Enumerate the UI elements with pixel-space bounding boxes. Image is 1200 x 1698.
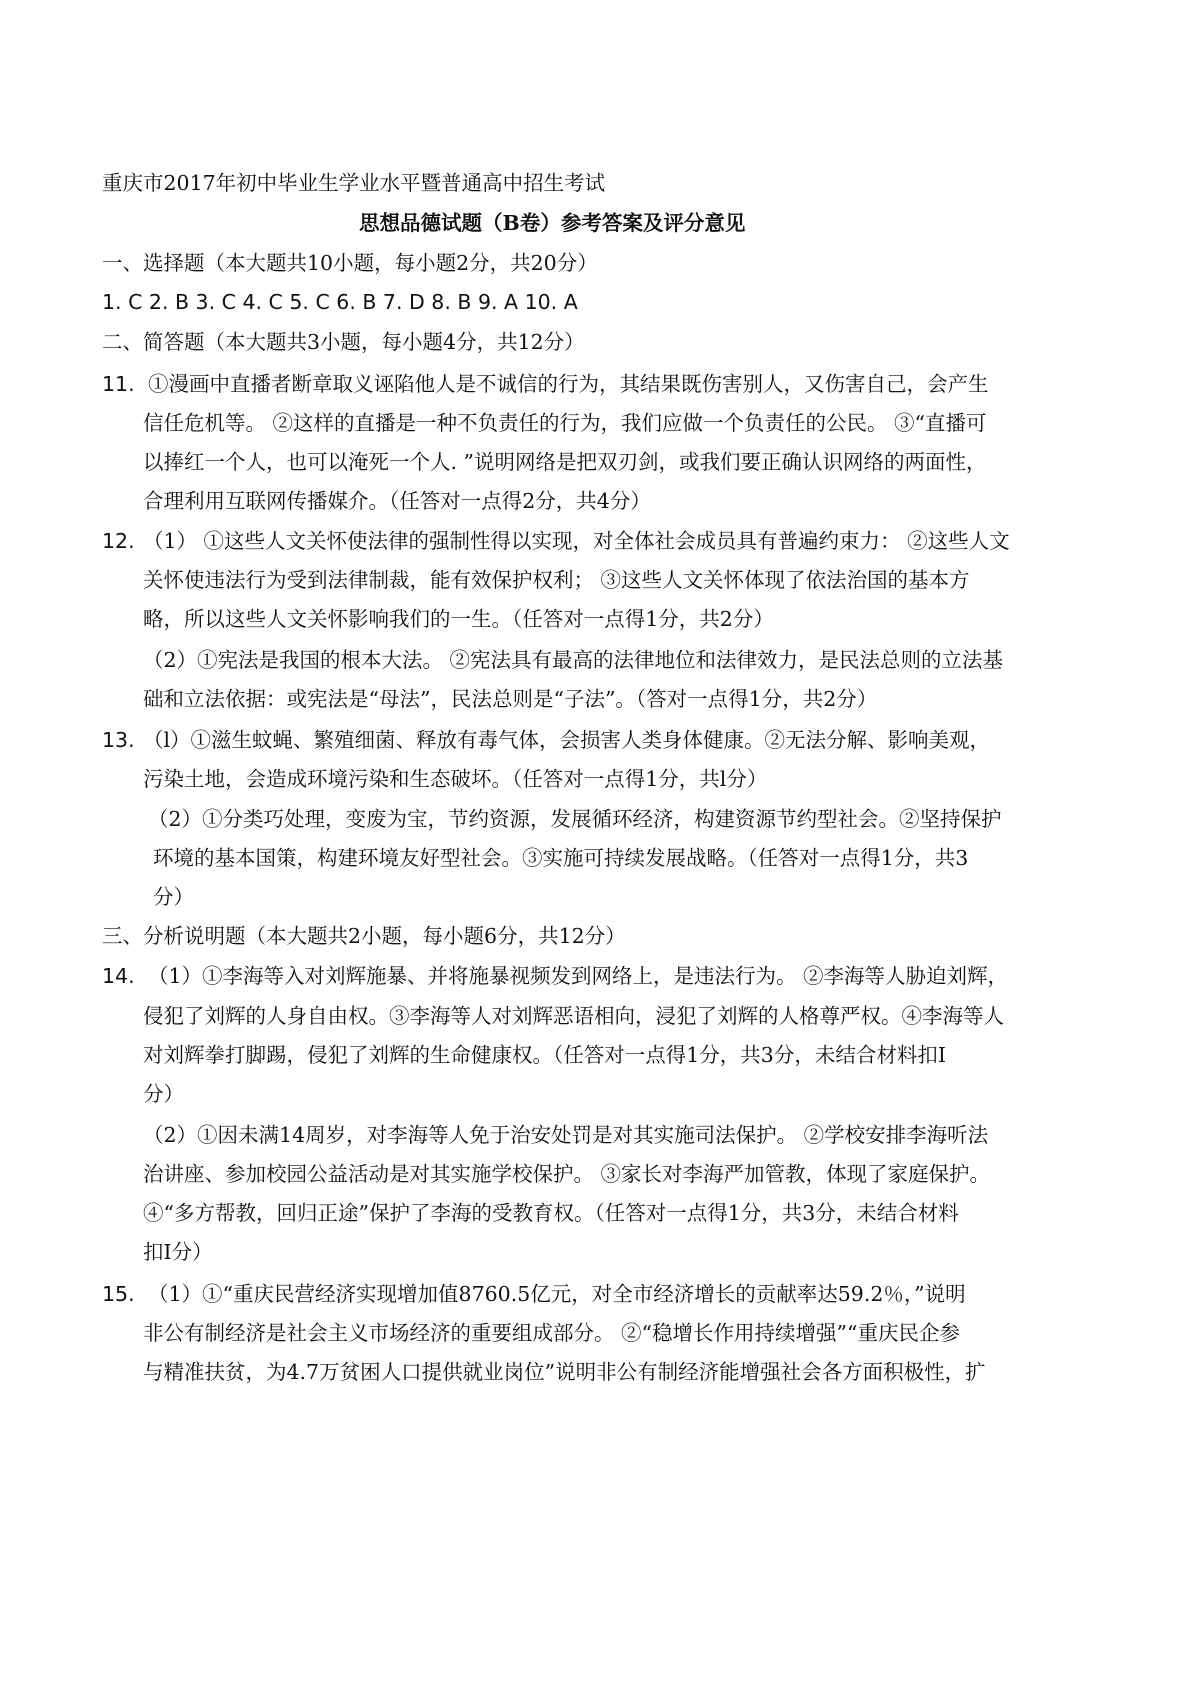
choice-answers: 1. C 2. B 3. C 4. C 5. C 6. B 7. D 8. B 9. A 10. A [102,290,578,314]
q13-line: 分） [153,885,194,909]
question-number-11: 11. [102,372,135,396]
q11-line: 信任危机等。 ②这样的直播是一种不负责任的行为，我们应做一个负责任的公民。 ③“直播可 [143,411,987,435]
q12-line: 关怀使违法行为受到法律制裁，能有效保护权利； ③这些人文关怀体现了依法治国的基本方 [143,568,970,592]
q14-line: 对刘辉拳打脚踢，侵犯了刘辉的生命健康权。（任答对一点得1分，共3分，未结合材料扣I [143,1043,946,1067]
doc-title: 思想品德试题（B卷）参考答案及评分意见 [359,211,746,235]
q13-line: 环境的基本国策，构建环境友好型社会。③实施可持续发展战略。（任答对一点得1分，共3 [153,846,969,870]
q14-line: （2）①因未满14周岁，对李海等人免于治安处罚是对其实施司法保护。 ②学校安排李海听法 [143,1123,989,1147]
section-1-heading: 一、选择题（本大题共10小题，每小题2分，共20分） [102,251,598,275]
question-number-14: 14. [102,964,135,988]
q13-line: （2）①分类巧处理，变废为宝，节约资源，发展循环经济，构建资源节约型社会。②坚持保护 [148,807,1002,831]
q12-line: （1） ①这些人文关怀使法律的强制性得以实现，对全体社会成员具有普遍约束力： ②这些人文 [143,529,1010,553]
q15-line: 非公有制经济是社会主义市场经济的重要组成部分。 ②“稳增长作用持续增强”“重庆民企参 [143,1321,960,1345]
question-number-13: 13. [102,728,135,752]
exam-header: 重庆市2017年初中毕业生学业水平暨普通高中招生考试 [102,171,606,195]
question-number-12: 12. [102,529,135,553]
q15-line: （1）①“重庆民营经济实现增加值8760.5亿元，对全市经济增长的贡献率达59.2％，”说明 [148,1282,966,1306]
q11-line: 合理利用互联网传播媒介。（任答对一点得2分，共4分） [143,489,651,513]
q14-line: 侵犯了刘辉的人身自由权。③李海等人对刘辉恶语相向，浸犯了刘辉的人格尊严权。④李海等人 [143,1004,1004,1028]
q14-line: 分） [143,1082,184,1106]
q11-line: 以捧红一个人，也可以淹死一个人. ”说明网络是把双刃剑，或我们要正确认识网络的两面性， [143,450,987,474]
q14-line: （1）①李海等入对刘辉施暴、并将施暴视频发到网络上，是违法行为。 ②李海等人胁迫刘辉， [148,964,1009,988]
section-2-heading: 二、简答题（本大题共3小题，每小题4分，共12分） [102,330,585,354]
q12-line: （2）①宪法是我国的根本大法。 ②宪法具有最高的法律地位和法律效力，是民法总则的立法基 [143,648,1004,672]
q14-line: ④“多方帮教，回归正途”保护了李海的受教育权。（任答对一点得1分，共3分，未结合材料 [143,1201,959,1225]
q11-line: ①漫画中直播者断章取义诬陷他人是不诚信的行为，其结果既伤害别人，又伤害自己，会产生 [148,372,989,396]
section-3-heading: 三、分析说明题（本大题共2小题，每小题6分，共12分） [102,924,626,948]
question-number-15: 15. [102,1282,135,1306]
q12-line: 础和立法依据：或宪法是“母法”，民法总则是“子法”。（答对一点得1分，共2分） [143,687,878,711]
q14-line: 扣I分） [143,1240,213,1264]
q13-line: 污染土地，会造成环境污染和生态破坏。（任答对一点得1分，共l分） [143,767,768,791]
q15-line: 与精准扶贫，为4.7万贫困人口提供就业岗位”说明非公有制经济能增强社会各方面积极性，扩 [143,1360,986,1384]
q13-line: （l）①滋生蚊蝇、繁殖细菌、释放有毒气体，会损害人类身体健康。②无法分解、影响美观， [143,728,991,752]
q14-line: 治讲座、参加校园公益活动是对其实施学校保护。 ③家长对李海严加管教，体现了家庭保护。 [143,1162,991,1186]
q12-line: 略，所以这些人文关怀影响我们的一生。（任答对一点得1分，共2分） [143,607,774,631]
